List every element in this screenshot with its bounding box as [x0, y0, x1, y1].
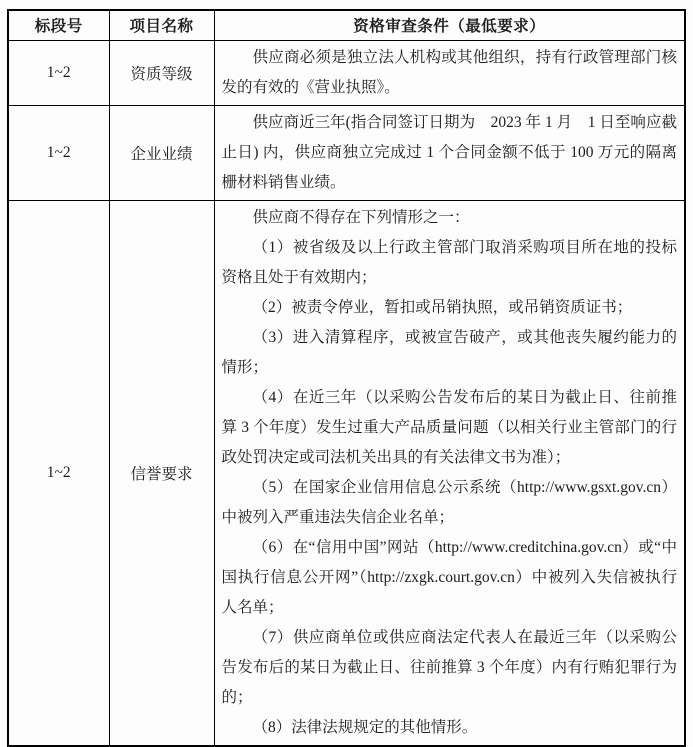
project-name-cell: 企业业绩	[109, 105, 214, 200]
criteria-paragraph: 供应商近三年(指合同签订日期为 2023 年 1 月 1 日至响应截止日) 内，供应商独立完成过 1 个合同金额不低于 100 万元的隔离栅材料销售业绩。	[221, 113, 677, 191]
criteria-item-5: （5）在国家企业信用信息公示系统（http://www.gsxt.gov.cn）中被列入严重违法失信企业名单；	[221, 478, 677, 526]
section-number-cell: 1~2	[8, 200, 109, 746]
project-name-cell: 信誉要求	[109, 200, 214, 746]
header-qualification-criteria: 资格审查条件（最低要求）	[214, 10, 685, 40]
header-section-number: 标段号	[8, 10, 109, 40]
criteria-item-7: （7）供应商单位或供应商法定代表人在最近三年（以采购公告发布后的某日为截止日、往前推算 3 个年度）内有行贿犯罪行为的；	[221, 628, 677, 706]
criteria-paragraph: 供应商必须是独立法人机构或其他组织，持有行政管理部门核发的有效的《营业执照》。	[221, 48, 677, 96]
table-row-qualification-grade	[8, 40, 685, 105]
criteria-intro-paragraph: 供应商不得存在下列情形之一：	[252, 208, 470, 226]
criteria-item-1: （1）被省级及以上行政主管部门取消采购项目所在地的投标资格且处于有效期内；	[221, 238, 677, 286]
criteria-item-4: （4）在近三年（以采购公告发布后的某日为截止日、往前推算 3 个年度）发生过重大产品质量问题（以相关行业主管部门的行政处罚决定或司法机关出具的有关法律文书为准）；	[221, 388, 677, 466]
section-number-cell: 1~2	[8, 40, 109, 105]
header-project-name: 项目名称	[109, 10, 214, 40]
table-header-row	[8, 10, 685, 40]
criteria-cell	[214, 200, 685, 746]
criteria-item-2: （2）被责令停业，暂扣或吊销执照，或吊销资质证书；	[252, 298, 633, 316]
project-name-cell: 资质等级	[109, 40, 214, 105]
criteria-cell	[214, 105, 685, 200]
criteria-item-6: （6）在“信用中国”网站（http://www.creditchina.gov.cn）或“中国执行信息公开网”（http://zxgk.court.gov.cn）中被列入失信被执行人名单；	[221, 538, 677, 616]
table-row-enterprise-performance	[8, 105, 685, 200]
qualification-review-table	[7, 9, 686, 747]
criteria-item-3: （3）进入清算程序，或被宣告破产，或其他丧失履约能力的情形；	[221, 328, 677, 376]
criteria-cell	[214, 40, 685, 105]
section-number-cell: 1~2	[8, 105, 109, 200]
criteria-item-8: （8）法律法规规定的其他情形。	[252, 718, 478, 736]
table-row-credit-requirements	[8, 200, 685, 746]
